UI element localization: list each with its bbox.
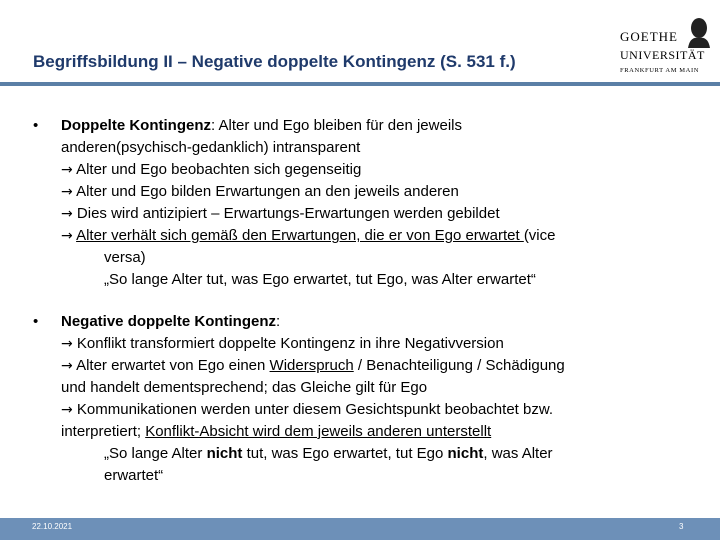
slide-title: Begriffsbildung II – Negative doppelte Kontingenz (S. 531 f.) [33, 52, 516, 71]
quote-line: „So lange Alter tut, was Ego erwartet, tut Ego, was Alter erwartet“ [104, 271, 536, 288]
bullet-term: Negative doppelte Kontingenz [61, 313, 277, 330]
footer-bar [0, 518, 720, 540]
quote-text: tut, was Ego erwartet, tut Ego [242, 445, 448, 462]
arrow-line [61, 181, 693, 203]
logo-line-goethe: GOETHE [620, 29, 678, 44]
bullet-line: und handelt dementsprechend; das Gleiche gilt für Ego [61, 379, 428, 396]
quote-text: „So lange Alter [104, 445, 207, 462]
footer-date: 22.10.2021 [32, 522, 73, 531]
bullet-text: : [276, 313, 281, 330]
arrow-text: (vice [523, 227, 556, 244]
arrow-text: / Benachteiligung / Schädigung [353, 357, 565, 374]
arrow-text: Alter erwartet von Ego einen [76, 357, 270, 374]
continued-line: versa) [104, 249, 146, 266]
arrow-text: Kommunikationen werden unter diesem Gesichtspunkt beobachtet bzw. [76, 401, 554, 418]
arrow-line [61, 203, 693, 225]
bullet-line [61, 115, 693, 137]
arrow-line [61, 333, 693, 355]
quote-emphasis: nicht [447, 445, 484, 462]
bullet-marker: • [33, 313, 39, 330]
quote-line: erwartet“ [104, 467, 164, 484]
title-divider [0, 82, 720, 86]
arrow-icon: → [61, 228, 73, 244]
arrow-line [61, 225, 693, 247]
bullet-negative-doppelte-kontingenz [33, 311, 693, 487]
logo-line-frankfurt: FRANKFURT AM MAIN [620, 67, 700, 74]
bullet-text: : Alter und Ego bleiben für den jeweils [211, 117, 462, 134]
arrow-icon: → [61, 162, 73, 178]
goethe-portrait-icon [688, 18, 710, 48]
arrow-text-underlined: Widerspruch [269, 357, 354, 374]
arrow-text: Alter und Ego beobachten sich gegenseitig [76, 161, 362, 178]
arrow-text: Alter und Ego bilden Erwartungen an den jeweils anderen [76, 183, 459, 200]
arrow-line [61, 355, 693, 377]
arrow-icon: → [61, 206, 73, 222]
arrow-icon: → [61, 358, 73, 374]
slide-content [33, 115, 693, 487]
bullet-line [61, 421, 693, 443]
arrow-line [61, 159, 693, 181]
quote-text: , was Alter [483, 445, 553, 462]
arrow-icon: → [61, 184, 73, 200]
arrow-line [61, 399, 693, 421]
bullet-text-underlined: Konflikt-Absicht wird dem jeweils anderen unterstellt [145, 423, 492, 440]
bullet-line: anderen(psychisch-gedanklich) intransparent [61, 139, 361, 156]
bullet-term: Doppelte Kontingenz [61, 117, 211, 134]
quote-line [61, 443, 693, 465]
arrow-text: Dies wird antizipiert – Erwartungs-Erwartungen werden gebildet [76, 205, 500, 222]
bullet-doppelte-kontingenz [33, 115, 693, 291]
arrow-icon: → [61, 336, 73, 352]
bullet-marker: • [33, 117, 39, 134]
bullet-text: interpretiert; [61, 423, 146, 440]
arrow-text-underlined: Alter verhält sich gemäß den Erwartungen, die er von Ego erwartet [76, 227, 524, 244]
logo-line-universitaet: UNIVERSITÄT [620, 48, 705, 62]
arrow-icon: → [61, 402, 73, 418]
bullet-line [61, 311, 693, 333]
quote-emphasis: nicht [206, 445, 243, 462]
arrow-text: Konflikt transformiert doppelte Kontingenz in ihre Negativversion [76, 335, 504, 352]
goethe-university-logo [618, 14, 714, 76]
footer-page-number: 3 [679, 522, 684, 531]
